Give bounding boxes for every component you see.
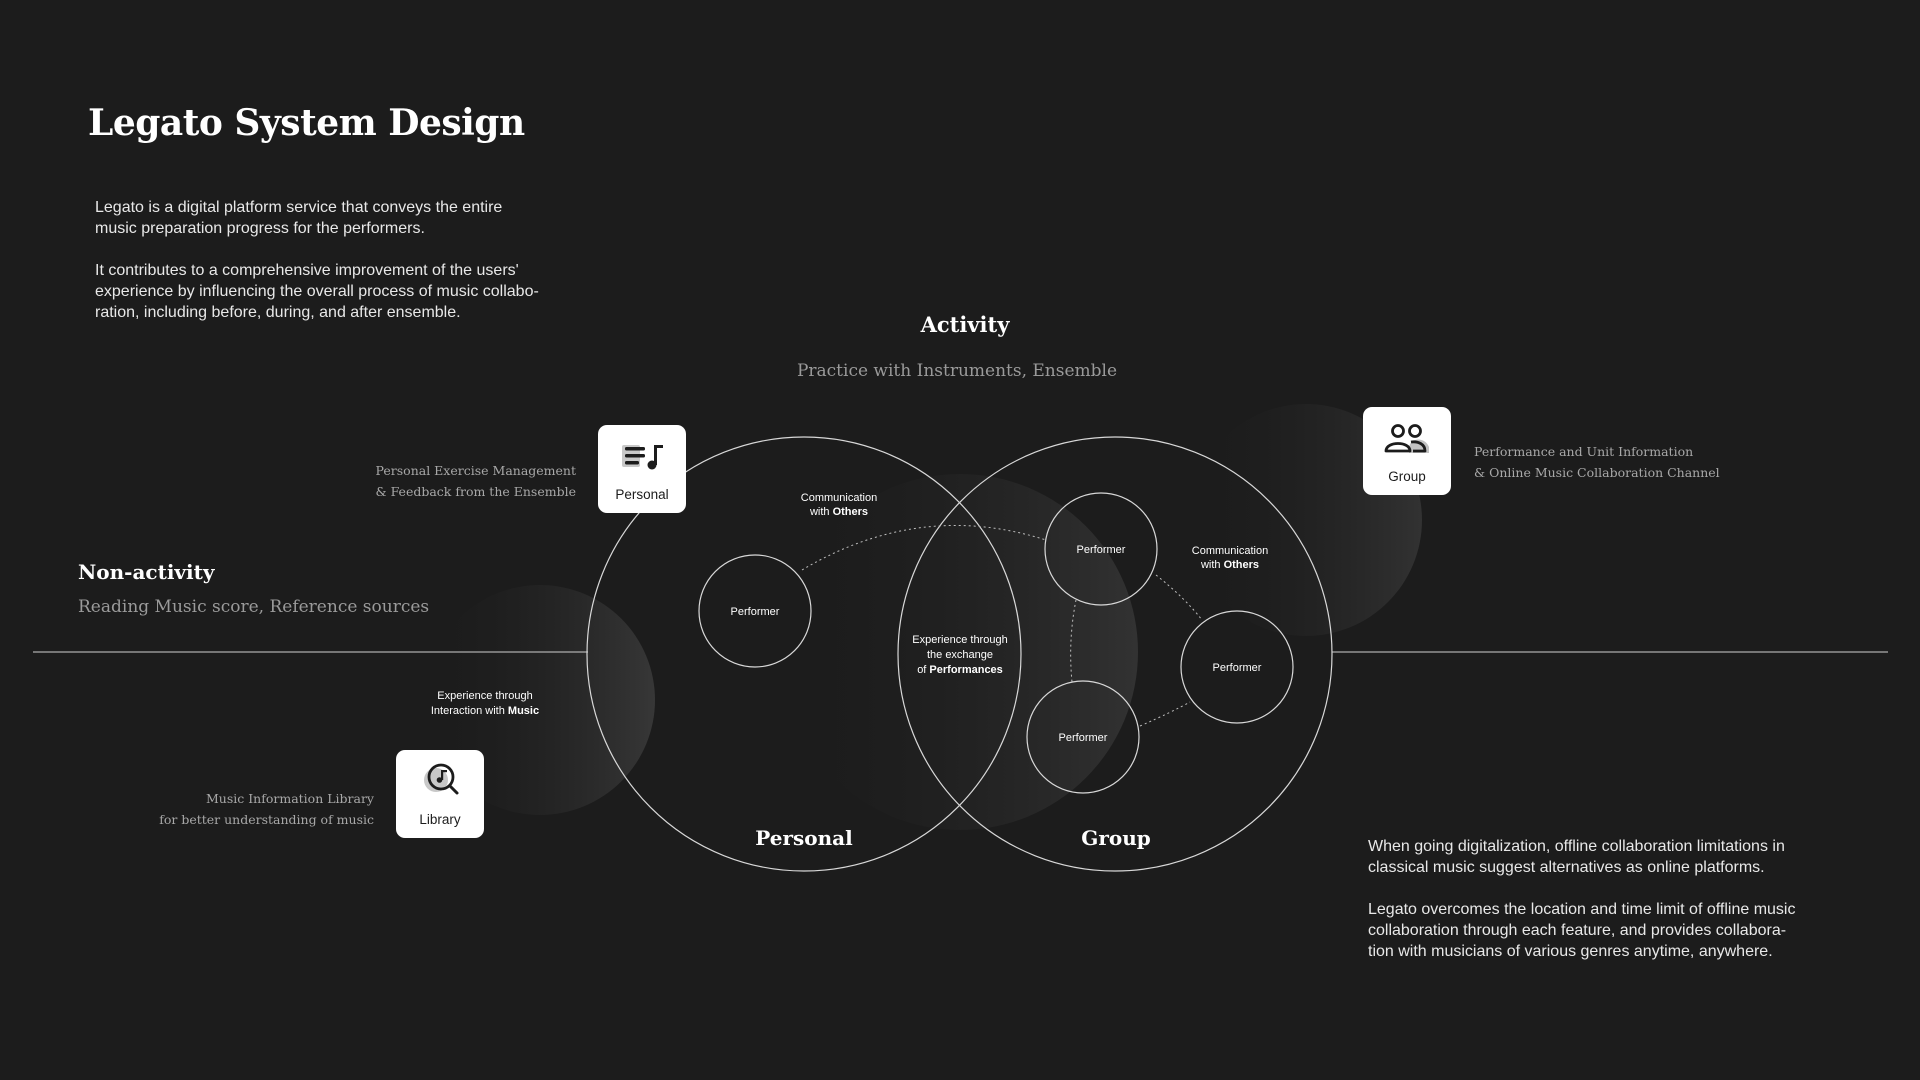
music-line2: Interaction with Music (430, 705, 540, 717)
intro-paragraph-1 (95, 197, 575, 239)
exchange-line2: the exchange (926, 649, 994, 661)
non-activity-heading: Non-activity (78, 560, 215, 584)
note-paragraph-1 (1368, 836, 1838, 878)
connector-top-right (1156, 575, 1202, 620)
group-desc-line: Performance and Unit Information (1474, 444, 1694, 459)
music-line1: Experience through (437, 690, 533, 702)
group-card-label: Group (1388, 469, 1426, 484)
note-line: Legato overcomes the location and time limit of offline music (1368, 901, 1796, 918)
intro-line: experience by influencing the overall process of music collabo- (95, 283, 539, 300)
note-paragraph-2 (1368, 899, 1838, 962)
note-line: When going digitalization, offline collaboration limitations in (1368, 838, 1785, 855)
intro-line: It contributes to a comprehensive improvement of the users' (95, 262, 519, 279)
library-card-label: Library (419, 812, 461, 827)
group-feature-card[interactable] (1363, 407, 1451, 495)
library-description (150, 788, 374, 830)
exchange-line1: Experience through (912, 634, 1008, 646)
group-desc-line: & Online Music Collaboration Channel (1474, 465, 1720, 480)
group-circle-label: Group (1081, 826, 1151, 850)
personal-description (340, 460, 576, 502)
library-desc-line: Music Information Library (206, 791, 374, 806)
personal-card-label: Personal (615, 487, 669, 502)
comm-personal-line2: with Others (809, 506, 869, 518)
personal-circle-label: Personal (755, 826, 853, 850)
personal-desc-line: & Feedback from the Ensemble (375, 484, 576, 499)
performer-label: Performer (730, 606, 780, 618)
library-feature-card[interactable] (396, 750, 484, 838)
performer-label: Performer (1058, 732, 1108, 744)
activity-subtitle: Practice with Instruments, Ensemble (796, 361, 1118, 381)
exchange-line3: of Performances (917, 664, 1003, 676)
intro-line: Legato is a digital platform service that conveys the entire (95, 199, 503, 216)
performer-label: Performer (1212, 662, 1262, 674)
library-desc-line: for better understanding of music (159, 812, 374, 827)
personal-desc-line: Personal Exercise Management (375, 463, 576, 478)
note-line: collaboration through each feature, and provides collabora- (1368, 922, 1787, 939)
intro-line: music preparation progress for the performers. (95, 220, 425, 237)
group-description (1474, 441, 1734, 483)
comm-group-line1: Communication (1191, 545, 1269, 557)
comm-personal-line1: Communication (800, 492, 878, 504)
note-line: tion with musicians of various genres anytime, anywhere. (1368, 943, 1773, 960)
note-line: classical music suggest alternatives as online platforms. (1368, 859, 1765, 876)
activity-heading: Activity (920, 312, 1010, 337)
comm-group-line2: with Others (1200, 559, 1260, 571)
non-activity-subtitle: Reading Music score, Reference sources (78, 597, 430, 617)
personal-feature-card[interactable] (598, 425, 686, 513)
performer-label: Performer (1076, 544, 1126, 556)
intro-line: ration, including before, during, and after ensemble. (95, 304, 461, 321)
page-title: Legato System Design (88, 102, 525, 144)
connector-bottom-right (1140, 702, 1190, 726)
